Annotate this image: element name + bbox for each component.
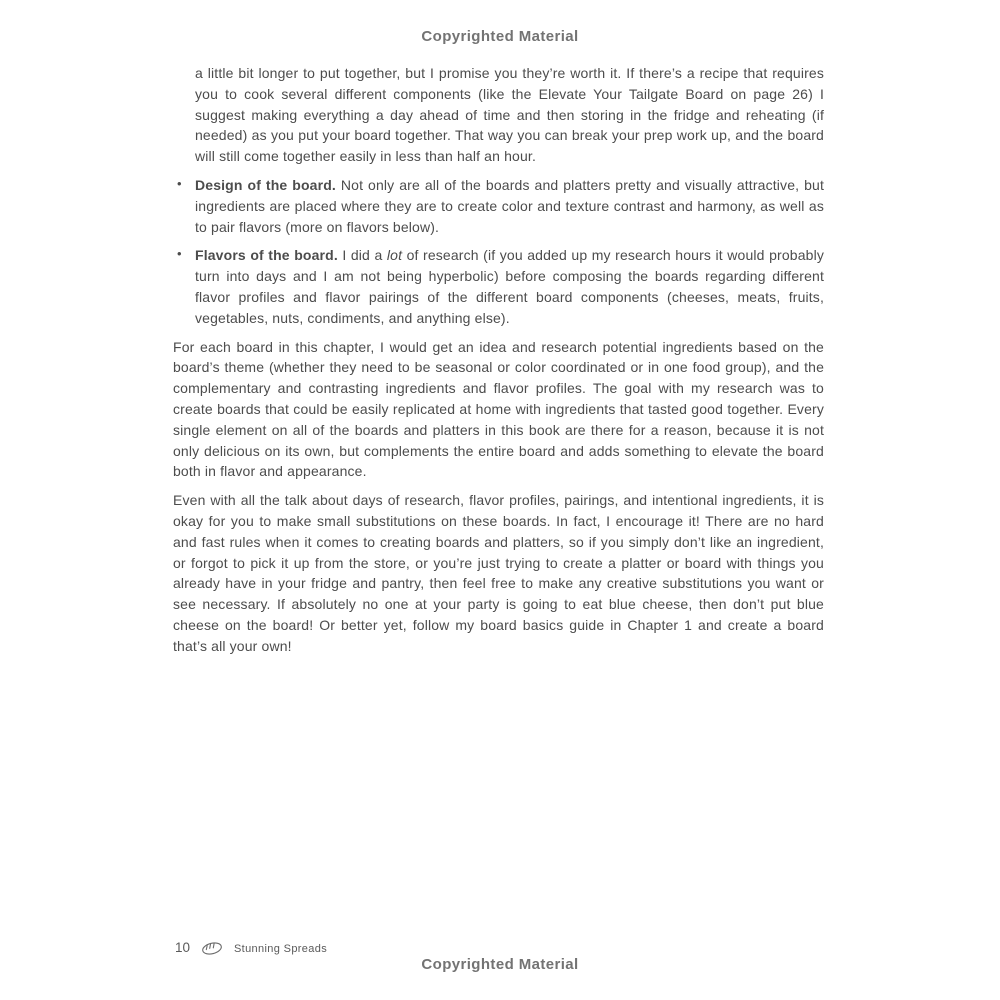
bullet-icon: • [177,175,182,191]
bullet-text-flavors-post: of research (if you added up my research hours it would probably turn into days and I am not being hyperbolic) before composing the boards regarding different flavor profiles and flavor pairings of the different board components (cheeses, meats, fruits, vegetables, nuts, condiments, and anything else). [195,247,824,326]
paragraph-substitutions: Even with all the talk about days of research, flavor profiles, pairings, and intentional ingredients, it is okay for you to make small substitutions on these boards. In fact, I encourage it! There are no hard and fast rules when it comes to creating boards and platters, so if you simply don’t like an ingredient, or forgot to pick it up from the store, or you’re just trying to create a platter or board with things you already have in your fridge and pantry, then feel free to make any creative substitutions you want or see necessary. If absolutely no one at your party is going to eat blue cheese, then don’t put blue cheese on the board! Or better yet, follow my board basics guide in Chapter 1 and create a board that’s all your own! [173,492,824,654]
paragraph-research: For each board in this chapter, I would get an idea and research potential ingredients based on the board’s theme (whether they need to be seasonal or color coordinated or in one food group), and the complementary and contrasting ingredients and flavor profiles. The goal with my research was to create boards that could be easily replicated at home with ingredients that tasted good together. Every single element on all of the boards and platters in this book are there for a reason, because it is not only delicious on its own, but complements the entire board and adds something to elevate the board both in flavor and appearance. [173,338,824,480]
copyright-watermark-top: Copyrighted Material [421,28,579,45]
bullet-lead-design: Design of the board. [195,176,336,193]
bullet-item-flavors [173,245,824,328]
book-title: Stunning Spreads [234,943,328,955]
page-number: 10 [175,940,191,955]
continuation-paragraph: a little bit longer to put together, but I promise you they’re worth it. If there’s a recipe that requires you to cook several different components (like the Elevate Your Tailgate Board on page 26) I suggest making everything a day ahead of time and then storing in the fridge and reheating (if needed) as you put your board together. That way you can break your prep work up, and the board will still come together easily in less than half an hour. [195,65,824,165]
bullet-lead-flavors: Flavors of the board. [195,247,338,264]
bullet-text-flavors-pre: I did a [337,247,387,264]
bullet-item-design [173,175,824,237]
bullet-icon: • [177,246,182,262]
copyright-watermark-bottom: Copyrighted Material [421,956,579,973]
page-body-text [173,63,824,665]
bullet-text-design: Not only are all of the boards and platters pretty and visually attractive, but ingredients are placed where they are to create color and texture contrast and harmony, as well as to pair flavors (more on flavors below). [195,176,824,235]
bullet-text-flavors-italic: lot [386,247,403,264]
bread-loaf-icon [199,940,225,957]
